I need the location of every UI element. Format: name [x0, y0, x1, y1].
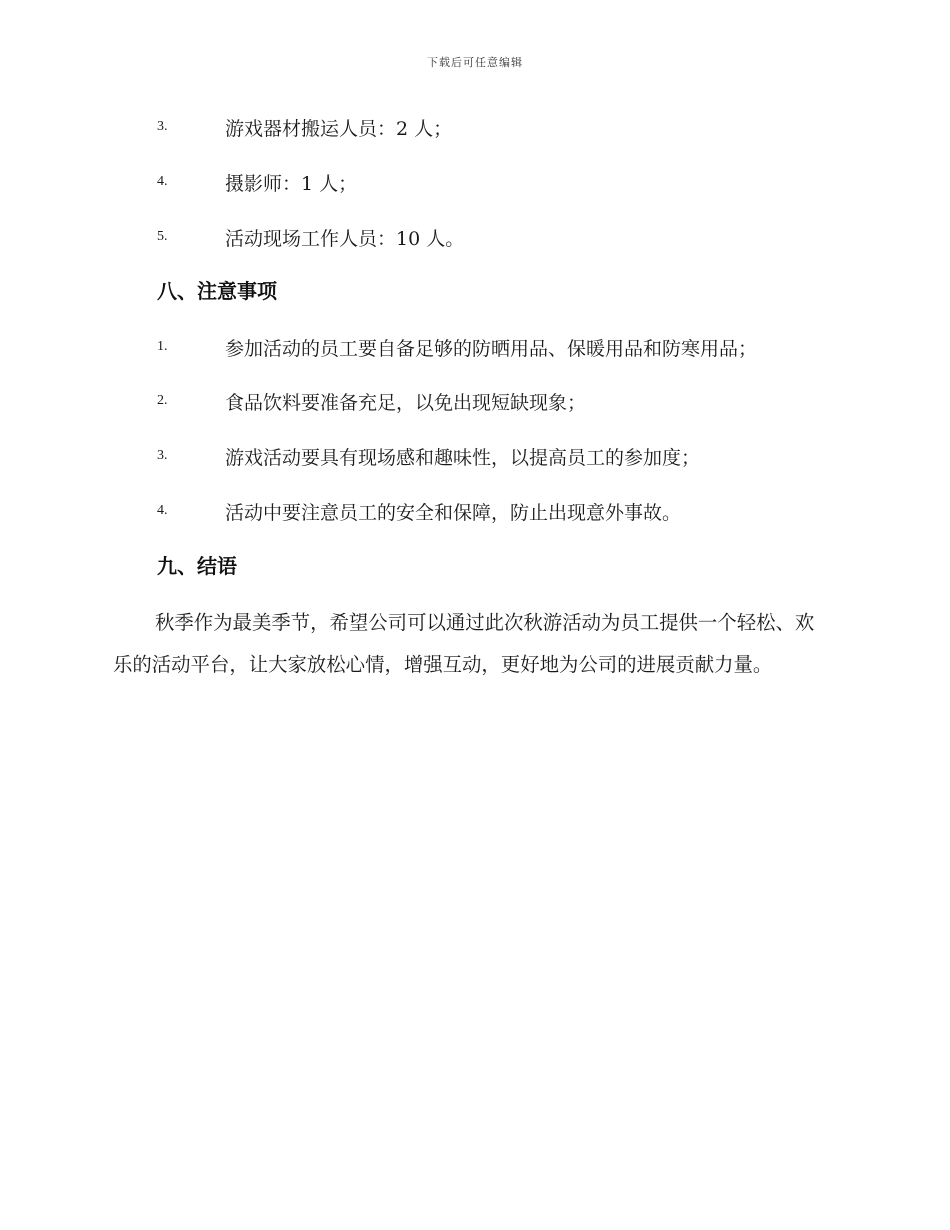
list-text: 活动现场工作人员：10 人。 [225, 227, 465, 250]
list-item-precaution-3 [157, 441, 700, 471]
list-text: 参加活动的员工要自备足够的防晒用品、保暖用品和防寒用品； [225, 337, 758, 360]
list-item-staff-5 [157, 222, 464, 252]
list-number: 1. [157, 339, 168, 354]
list-number: 3. [157, 119, 168, 134]
list-text: 摄影师：1 人； [225, 172, 358, 195]
page-header: 下载后可任意编辑 [427, 56, 523, 69]
list-item-precaution-4 [157, 496, 681, 526]
list-number: 4. [157, 503, 168, 518]
list-item-staff-3 [157, 112, 452, 142]
list-text: 游戏活动要具有现场感和趣味性，以提高员工的参加度； [225, 446, 701, 469]
list-number: 3. [157, 448, 168, 463]
list-item-precaution-2 [157, 386, 586, 416]
list-item-staff-4 [157, 167, 357, 197]
list-text: 游戏器材搬运人员：2 人； [225, 117, 453, 140]
list-number: 2. [157, 393, 168, 408]
list-item-precaution-1 [157, 332, 757, 362]
conclusion-paragraph: 秋季作为最美季节，希望公司可以通过此次秋游活动为员工提供一个轻松、欢乐的活动平台，让大家放松心情，增强互动，更好地为公司的进展贡献力量。 [113, 611, 815, 676]
list-number: 5. [157, 229, 168, 244]
section-heading-precautions: 八、注意事项 [157, 279, 277, 303]
list-number: 4. [157, 174, 168, 189]
list-text: 食品饮料要准备充足，以免出现短缺现象； [225, 391, 587, 414]
list-text: 活动中要注意员工的安全和保障，防止出现意外事故。 [225, 501, 682, 524]
section-heading-conclusion: 九、结语 [157, 554, 237, 578]
